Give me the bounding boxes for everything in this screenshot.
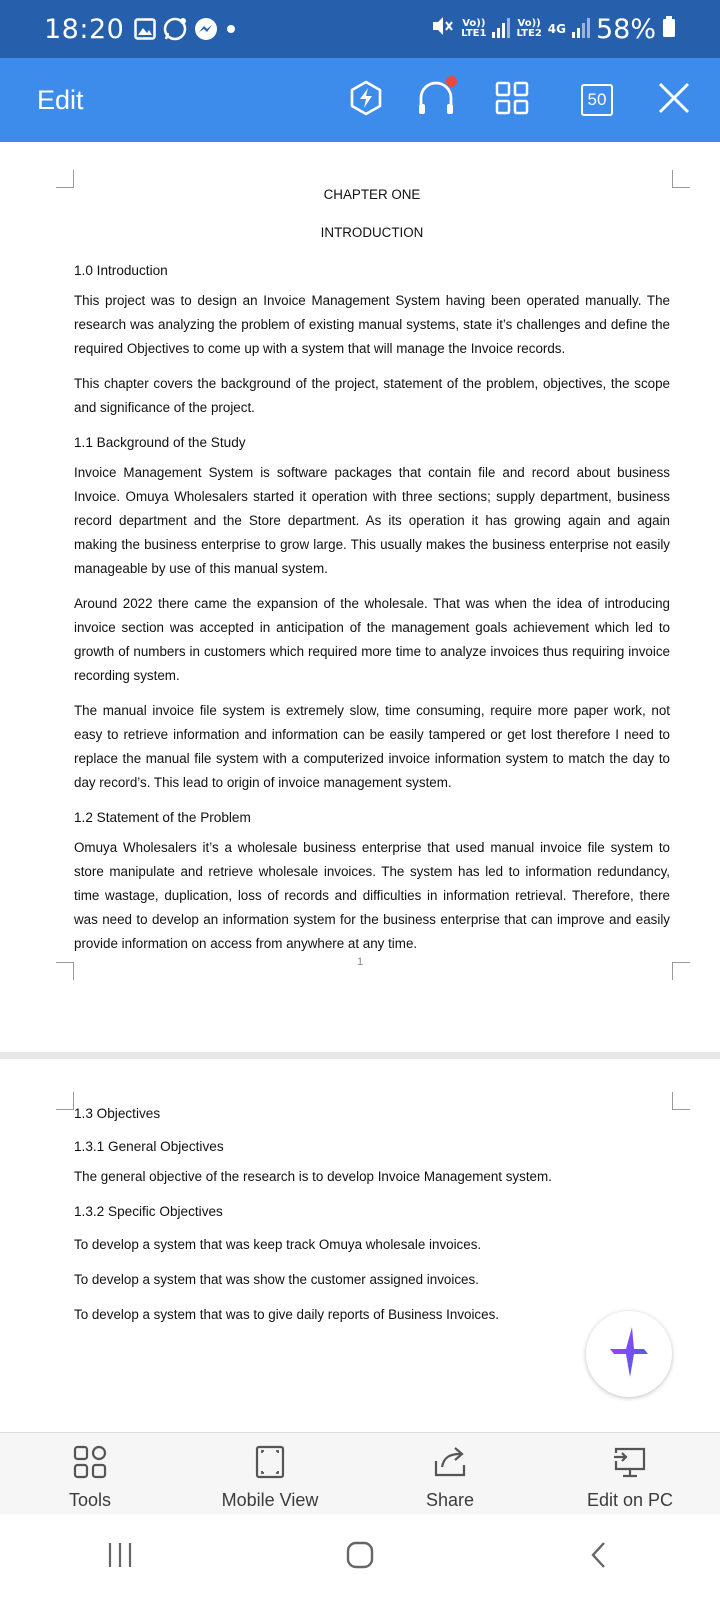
- close-button[interactable]: [654, 80, 694, 120]
- zoom-icon: 50: [581, 84, 613, 116]
- gallery-icon: [134, 18, 156, 40]
- heading-1-3: 1.3 Objectives: [74, 1106, 161, 1121]
- bottom-toolbar: [0, 1432, 720, 1514]
- page-separator: [0, 1052, 720, 1059]
- list-item: To develop a system that was keep track Omuya wholesale invoices.: [74, 1237, 482, 1252]
- document-canvas[interactable]: [0, 142, 720, 1432]
- close-icon: [657, 81, 691, 120]
- signal-icon: [572, 14, 590, 45]
- paragraph: The manual invoice file system is extremely slow, time consuming, require more paper work, not easy to retrieve information and information can be easily tampered or get lost therefore I need to replace the manual file system with a computerized invoice information system to match the day to day record’s. This lead to origin of invoice management system.: [74, 703, 670, 790]
- headphones-icon: [417, 80, 455, 121]
- mute-icon: [431, 14, 455, 45]
- paragraph: This project was to design an Invoice Management System having been operated manually. The research was analyzing the problem of existing manual systems, state it’s challenges and define the required Objectives to come up with a system that will manage the Invoice records.: [74, 293, 670, 356]
- recent-apps-button[interactable]: [105, 1540, 135, 1575]
- home-button[interactable]: [345, 1540, 375, 1575]
- messenger-icon: [194, 17, 218, 41]
- paragraph: Invoice Management System is software packages that contain file and record about business Invoice. Omuya Wholesalers started it operation with three sections; supply department, business record department and the Store department. As its operation it has growing again and again making the business enterprise to grow large. This usually makes the business enterprise not easily manageable by use of this manual system.: [74, 465, 670, 576]
- sim2-label: Vo)) LTE2: [516, 18, 542, 39]
- notification-dot: [446, 76, 457, 87]
- dot-icon: [224, 22, 238, 36]
- crop-mark: [672, 1092, 690, 1110]
- paragraph: This chapter covers the background of the project, statement of the problem, objectives, the scope and significance of the project.: [74, 376, 670, 415]
- tools-icon: [73, 1445, 107, 1484]
- monitor-icon: [612, 1445, 648, 1484]
- edit-on-pc-label: Edit on PC: [586, 1490, 674, 1510]
- paragraph: The general objective of the research is to develop Invoice Management system.: [74, 1169, 552, 1184]
- chapter-heading: CHAPTER ONE: [323, 187, 421, 202]
- share-icon: [432, 1445, 468, 1484]
- system-nav-bar: [0, 1514, 720, 1600]
- share-button[interactable]: [360, 1433, 540, 1514]
- mobile-view-label: Mobile View: [221, 1490, 319, 1510]
- paragraph: Around 2022 there came the expansion of the wholesale. That was when the idea of introducing invoice section was accepted in anticipation of the management goals achievement which led to growth of numbers in customers which required more time to analyze invoices thus requiring invoice recording system.: [74, 596, 670, 683]
- battery-icon: [662, 14, 676, 45]
- share-label: Share: [425, 1490, 475, 1510]
- tools-button[interactable]: [0, 1433, 180, 1514]
- zoom-button[interactable]: [577, 80, 617, 120]
- sim1-label: Vo)) LTE1: [461, 18, 487, 39]
- network-type: 4G: [547, 22, 566, 36]
- crop-mark: [56, 170, 74, 188]
- sparkle-icon: [606, 1325, 652, 1384]
- page-number: 1: [356, 956, 364, 968]
- document-page-1[interactable]: [0, 142, 720, 1052]
- list-item: To develop a system that was to give daily reports of Business Invoices.: [74, 1307, 499, 1322]
- edit-on-pc-button[interactable]: [540, 1433, 720, 1514]
- app-bar: [0, 58, 720, 142]
- ai-boost-button[interactable]: [346, 80, 386, 120]
- heading-1-2: 1.2 Statement of the Problem: [74, 810, 251, 825]
- list-item: To develop a system that was show the customer assigned invoices.: [74, 1272, 479, 1287]
- status-time: 18:20: [44, 13, 125, 45]
- status-bar: [0, 0, 720, 58]
- heading-1-3-2: 1.3.2 Specific Objectives: [74, 1204, 223, 1219]
- battery-percent: 58%: [595, 13, 656, 45]
- section-title: INTRODUCTION: [320, 225, 424, 240]
- grid-view-button[interactable]: [492, 80, 532, 120]
- heading-1-1: 1.1 Background of the Study: [74, 435, 246, 450]
- edit-title[interactable]: Edit: [37, 84, 84, 115]
- tools-label: Tools: [68, 1490, 112, 1510]
- crop-mark: [672, 170, 690, 188]
- back-button[interactable]: [585, 1540, 615, 1575]
- signal-icon: [492, 14, 510, 45]
- crop-mark: [56, 1092, 74, 1110]
- paragraph: Omuya Wholesalers it’s a wholesale business enterprise that used manual invoice file system to store manipulate and retrieve wholesale invoices. The system has led to information redundancy, time wastage, duplication, loss of records and difficulties in information retrieval. Therefore, there was need to develop an information system for the business enterprise that can improve and easily provide information on access from anywhere at any time.: [74, 840, 670, 951]
- mobile-view-button[interactable]: [180, 1433, 360, 1514]
- grid-icon: [495, 81, 529, 120]
- listen-button[interactable]: [416, 80, 456, 120]
- heading-1-0: 1.0 Introduction: [74, 263, 168, 278]
- heading-1-3-1: 1.3.1 General Objectives: [74, 1139, 224, 1154]
- ai-assistant-button[interactable]: [586, 1311, 672, 1397]
- mobile-view-icon: [255, 1445, 285, 1484]
- whatsapp-icon: [162, 16, 188, 42]
- ai-boost-icon: [348, 80, 384, 121]
